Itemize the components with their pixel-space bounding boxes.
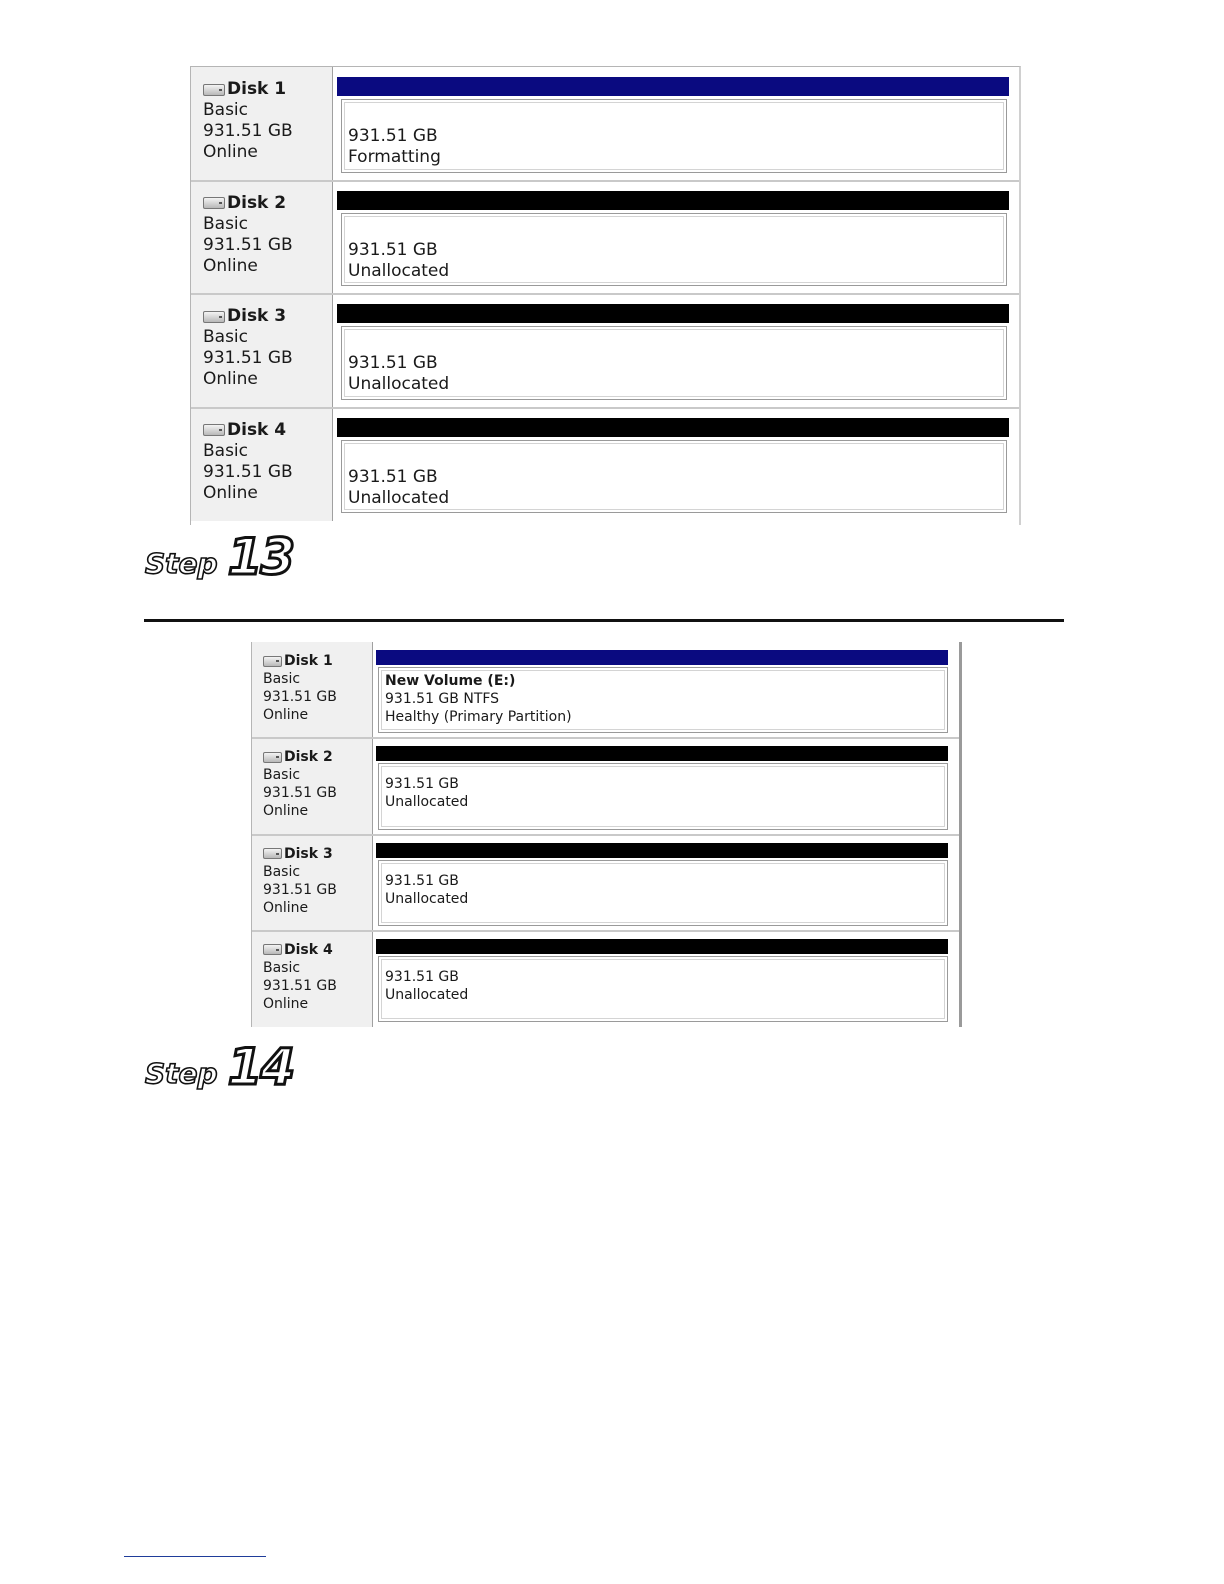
disk-management-panel-step-13 — [190, 66, 1021, 525]
disk-size: 931.51 GB — [203, 348, 293, 368]
disk-type: Basic — [263, 863, 301, 880]
disk-type: Basic — [203, 440, 249, 461]
partition-color-bar — [376, 746, 948, 761]
hard-disk-icon — [203, 84, 225, 96]
partition-status: Unallocated — [385, 794, 469, 811]
step-14-label — [145, 1038, 293, 1096]
step-word: Step — [145, 547, 218, 580]
disk-type: Basic — [203, 213, 249, 234]
disk-type: Basic — [203, 327, 249, 347]
disk-name-row — [263, 941, 372, 959]
hard-disk-icon — [263, 944, 282, 955]
partition-color-bar — [376, 939, 948, 954]
disk-size: 931.51 GB — [203, 461, 293, 482]
section-divider — [144, 619, 1064, 622]
hard-disk-icon — [263, 656, 282, 667]
volume-title: New Volume (E:) — [385, 673, 516, 689]
disk-status: Online — [203, 142, 258, 162]
partition-color-bar — [337, 418, 1009, 437]
disk-row[interactable] — [191, 181, 1019, 295]
disk-size: 931.51 GB — [263, 785, 337, 802]
partition-size: 931.51 GB — [348, 126, 438, 146]
disk-info[interactable] — [191, 294, 333, 408]
row-separator — [191, 180, 1019, 182]
partition-box[interactable] — [378, 763, 948, 829]
disk-status: Online — [263, 899, 309, 916]
disk-name: Disk 4 — [284, 941, 333, 958]
partition-size: 931.51 GB — [348, 353, 438, 373]
hard-disk-icon — [203, 311, 225, 323]
partition-status: Unallocated — [348, 487, 450, 508]
disk-name: Disk 3 — [227, 306, 287, 326]
row-separator — [252, 834, 959, 836]
partition-box[interactable] — [341, 213, 1007, 287]
partition-box[interactable] — [378, 667, 948, 733]
disk-name: Disk 2 — [227, 192, 287, 213]
disk-name: Disk 1 — [227, 79, 287, 99]
disk-row[interactable] — [252, 931, 959, 1027]
disk-status: Online — [203, 369, 258, 389]
partition-box[interactable] — [341, 99, 1007, 173]
partition-color-bar — [337, 304, 1009, 323]
hard-disk-icon — [203, 424, 225, 436]
partition-size: 931.51 GB NTFS — [385, 691, 500, 707]
partition-size: 931.51 GB — [385, 776, 459, 793]
partition-size: 931.51 GB — [348, 239, 438, 260]
disk-row[interactable] — [252, 835, 959, 931]
hard-disk-icon — [263, 848, 282, 859]
disk-row[interactable] — [191, 67, 1019, 181]
disk-info[interactable] — [252, 931, 373, 1027]
partition-color-bar — [376, 650, 948, 665]
disk-size: 931.51 GB — [263, 881, 337, 898]
disk-info[interactable] — [191, 408, 333, 522]
partition-box[interactable] — [341, 440, 1007, 514]
partition-status: Unallocated — [348, 374, 450, 394]
disk-type: Basic — [203, 100, 249, 120]
step-number: 14 — [227, 1038, 294, 1096]
disk-name: Disk 4 — [227, 419, 287, 440]
disk-name-row — [203, 79, 332, 100]
disk-status: Online — [203, 255, 258, 276]
disk-type: Basic — [263, 959, 301, 976]
disk-status: Online — [263, 803, 309, 820]
disk-row[interactable] — [252, 738, 959, 834]
partition-size: 931.51 GB — [385, 968, 459, 985]
disk-type: Basic — [263, 767, 301, 784]
row-separator — [191, 407, 1019, 409]
step-13-label — [145, 528, 293, 586]
disk-info[interactable] — [191, 181, 333, 295]
disk-size: 931.51 GB — [203, 121, 293, 141]
partition-status: Unallocated — [385, 890, 469, 907]
disk-name: Disk 1 — [284, 653, 333, 669]
disk-info[interactable] — [191, 67, 333, 181]
hard-disk-icon — [203, 197, 225, 209]
disk-name-row — [263, 748, 372, 766]
partition-status: Unallocated — [348, 260, 450, 281]
partition-status: Healthy (Primary Partition) — [385, 709, 572, 725]
row-separator — [191, 293, 1019, 295]
partition-color-bar — [337, 191, 1009, 210]
step-word: Step — [145, 1057, 218, 1090]
disk-status: Online — [263, 995, 309, 1012]
disk-info[interactable] — [252, 738, 373, 834]
disk-size: 931.51 GB — [263, 689, 337, 705]
partition-size: 931.51 GB — [348, 466, 438, 487]
disk-status: Online — [263, 707, 309, 723]
disk-name-row — [263, 845, 372, 863]
disk-row[interactable] — [191, 294, 1019, 408]
partition-color-bar — [337, 77, 1009, 96]
disk-row[interactable] — [191, 408, 1019, 522]
partition-box[interactable] — [378, 956, 948, 1022]
disk-row[interactable] — [252, 642, 959, 738]
disk-name-row — [263, 652, 372, 670]
partition-size: 931.51 GB — [385, 872, 459, 889]
disk-status: Online — [203, 482, 258, 503]
disk-info[interactable] — [252, 835, 373, 931]
disk-name-row — [203, 420, 332, 441]
disk-name: Disk 2 — [284, 749, 333, 766]
disk-name: Disk 3 — [284, 845, 333, 862]
disk-size: 931.51 GB — [203, 234, 293, 255]
partition-color-bar — [376, 843, 948, 858]
row-separator — [252, 737, 959, 739]
footnote-separator — [124, 1556, 266, 1557]
disk-name-row — [203, 306, 332, 327]
partition-status: Formatting — [348, 147, 441, 167]
disk-management-panel-step-14 — [251, 642, 962, 1027]
partition-box[interactable] — [341, 326, 1007, 400]
partition-box[interactable] — [378, 860, 948, 926]
hard-disk-icon — [263, 752, 282, 763]
disk-name-row — [203, 193, 332, 214]
step-number: 13 — [227, 528, 294, 586]
disk-size: 931.51 GB — [263, 977, 337, 994]
disk-type: Basic — [263, 671, 301, 687]
row-separator — [252, 930, 959, 932]
disk-info[interactable] — [252, 642, 373, 738]
partition-status: Unallocated — [385, 986, 469, 1003]
